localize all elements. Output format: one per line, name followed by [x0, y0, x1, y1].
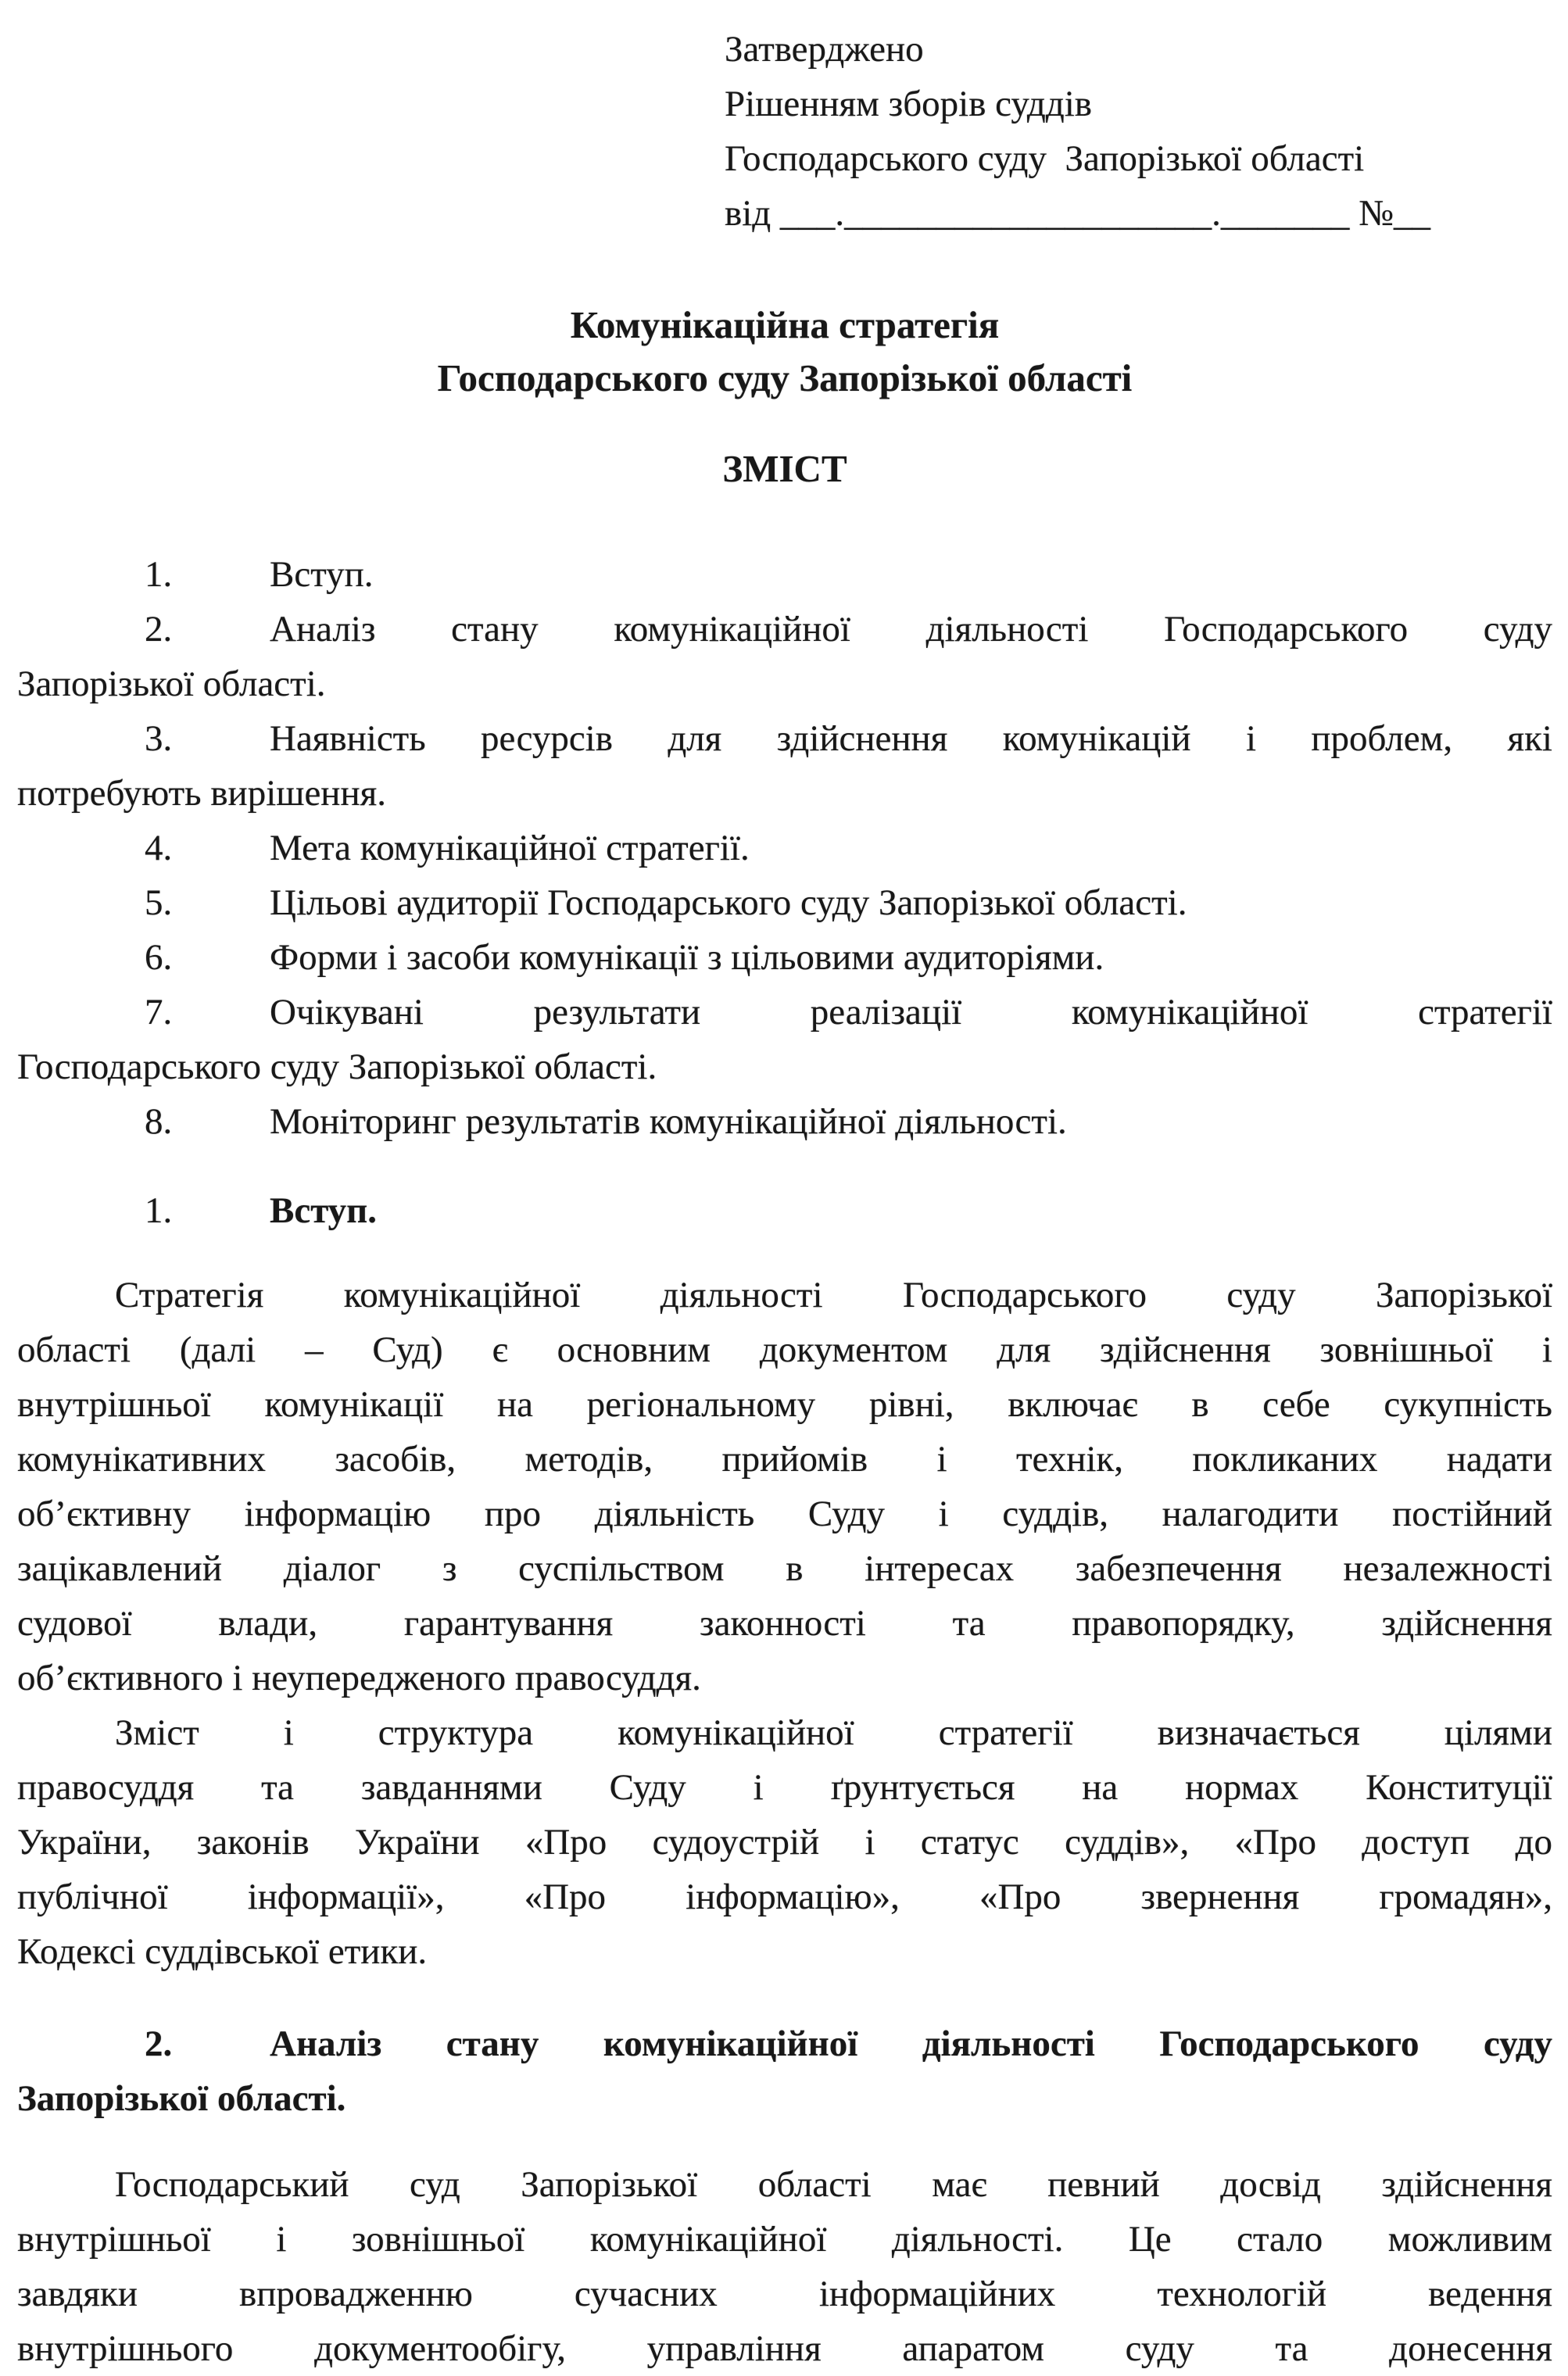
document-subtitle: Господарського суду Запорізької області: [437, 356, 1133, 399]
document-title-block: [17, 299, 1552, 405]
toc-item-number: 3.: [145, 718, 173, 759]
toc-item-8: [17, 1094, 1552, 1149]
toc-item-line: Очікувані результати реалізації комунікаційної стратегії: [270, 992, 1552, 1032]
section-heading-2: [17, 2016, 1552, 2126]
section-heading-line: Запорізької області.: [17, 2078, 346, 2119]
paragraph-line: Стратегія комунікаційної діяльності Господарського суду Запорізької: [115, 1275, 1552, 1315]
toc-item-line: Форми і засоби комунікації з цільовими аудиторіями.: [270, 937, 1104, 978]
section-number: 1.: [145, 1190, 173, 1231]
paragraph-line: України, законів України «Про судоустрій і статус суддів», «Про доступ до: [17, 1822, 1552, 1863]
approval-line: Затверджено: [725, 29, 924, 70]
toc-item-3: [17, 711, 1552, 821]
toc-item-7: [17, 985, 1552, 1094]
toc-item-number: 8.: [145, 1101, 173, 1142]
toc-item-line: Аналіз стану комунікаційної діяльності Господарського суду: [270, 609, 1552, 649]
toc-item-line: Мета комунікаційної стратегії.: [270, 828, 750, 868]
paragraph-line: області (далі – Суд) є основним документом для здійснення зовнішньої і: [17, 1329, 1552, 1370]
toc-item-number: 2.: [145, 609, 173, 649]
toc-item-number: 1.: [145, 554, 173, 595]
paragraph-line: внутрішньої комунікації на регіональному рівні, включає в себе сукупність: [17, 1384, 1552, 1425]
toc-item-line: Моніторинг результатів комунікаційної діяльності.: [270, 1101, 1067, 1142]
toc-item-line: Вступ.: [270, 554, 374, 595]
toc-item-line: Цільові аудиторії Господарського суду Запорізької області.: [270, 882, 1187, 923]
toc-item-6: [17, 930, 1552, 985]
paragraph-line: публічної інформації», «Про інформацію», «Про звернення громадян»,: [17, 1877, 1552, 1917]
toc-item-line: Запорізької області.: [17, 664, 326, 704]
paragraph-line: об’єктивну інформацію про діяльність Суду і суддів, налагодити постійний: [17, 1494, 1552, 1534]
approval-date-line: від ___.____________________._______ №__: [725, 193, 1431, 234]
section-number: 2.: [145, 2024, 173, 2064]
paragraph-line: зацікавлений діалог з суспільством в інтересах забезпечення незалежності: [17, 1548, 1552, 1589]
toc-item-line: потребують вирішення.: [17, 773, 386, 814]
paragraph-line: судової влади, гарантування законності та правопорядку, здійснення: [17, 1603, 1552, 1644]
toc-item-line: Наявність ресурсів для здійснення комунікацій і проблем, які: [270, 718, 1552, 759]
approval-block: [725, 22, 1552, 241]
toc-item-4: [17, 821, 1552, 875]
paragraph-line: правосуддя та завданнями Суду і ґрунтується на нормах Конституції: [17, 1767, 1552, 1808]
analysis-paragraph-1: [17, 2157, 1552, 2376]
paragraph-line: Кодексі суддівської етики.: [17, 1931, 428, 1972]
paragraph-line: Зміст і структура комунікаційної стратегії визначається цілями: [115, 1712, 1552, 1753]
contents-heading: ЗМІСТ: [722, 447, 847, 490]
paragraph-line: об’єктивного і неупередженого правосуддя.: [17, 1658, 701, 1698]
section-heading-line: Аналіз стану комунікаційної діяльності Господарського суду: [270, 2024, 1552, 2064]
toc-item-number: 7.: [145, 992, 173, 1032]
approval-line: Господарського суду Запорізької області: [725, 138, 1365, 179]
paragraph-line: комунікативних засобів, методів, прийомів і технік, покликаних надати: [17, 1439, 1552, 1480]
toc-item-1: [17, 547, 1552, 602]
paragraph-line: завдяки впровадженню сучасних інформаційних технологій ведення: [17, 2274, 1552, 2314]
paragraph-line: внутрішньої і зовнішньої комунікаційної діяльності. Це стало можливим: [17, 2219, 1552, 2260]
approval-line: Рішенням зборів суддів: [725, 84, 1092, 124]
section-heading-1: [17, 1183, 1552, 1238]
section-title: Вступ.: [270, 1190, 378, 1231]
table-of-contents: [17, 547, 1552, 1149]
toc-item-2: [17, 602, 1552, 711]
paragraph-line: Господарський суд Запорізької області має певний досвід здійснення: [115, 2164, 1552, 2205]
toc-item-line: Господарського суду Запорізької області.: [17, 1047, 657, 1087]
toc-item-number: 5.: [145, 882, 173, 923]
paragraph-line: внутрішнього документообігу, управління апаратом суду та донесення: [17, 2328, 1552, 2369]
intro-paragraph-1: [17, 1268, 1552, 1705]
intro-paragraph-2: [17, 1705, 1552, 1979]
toc-item-number: 4.: [145, 828, 173, 868]
toc-item-number: 6.: [145, 937, 173, 978]
toc-item-5: [17, 875, 1552, 930]
document-title: Комунікаційна стратегія: [570, 303, 1000, 346]
